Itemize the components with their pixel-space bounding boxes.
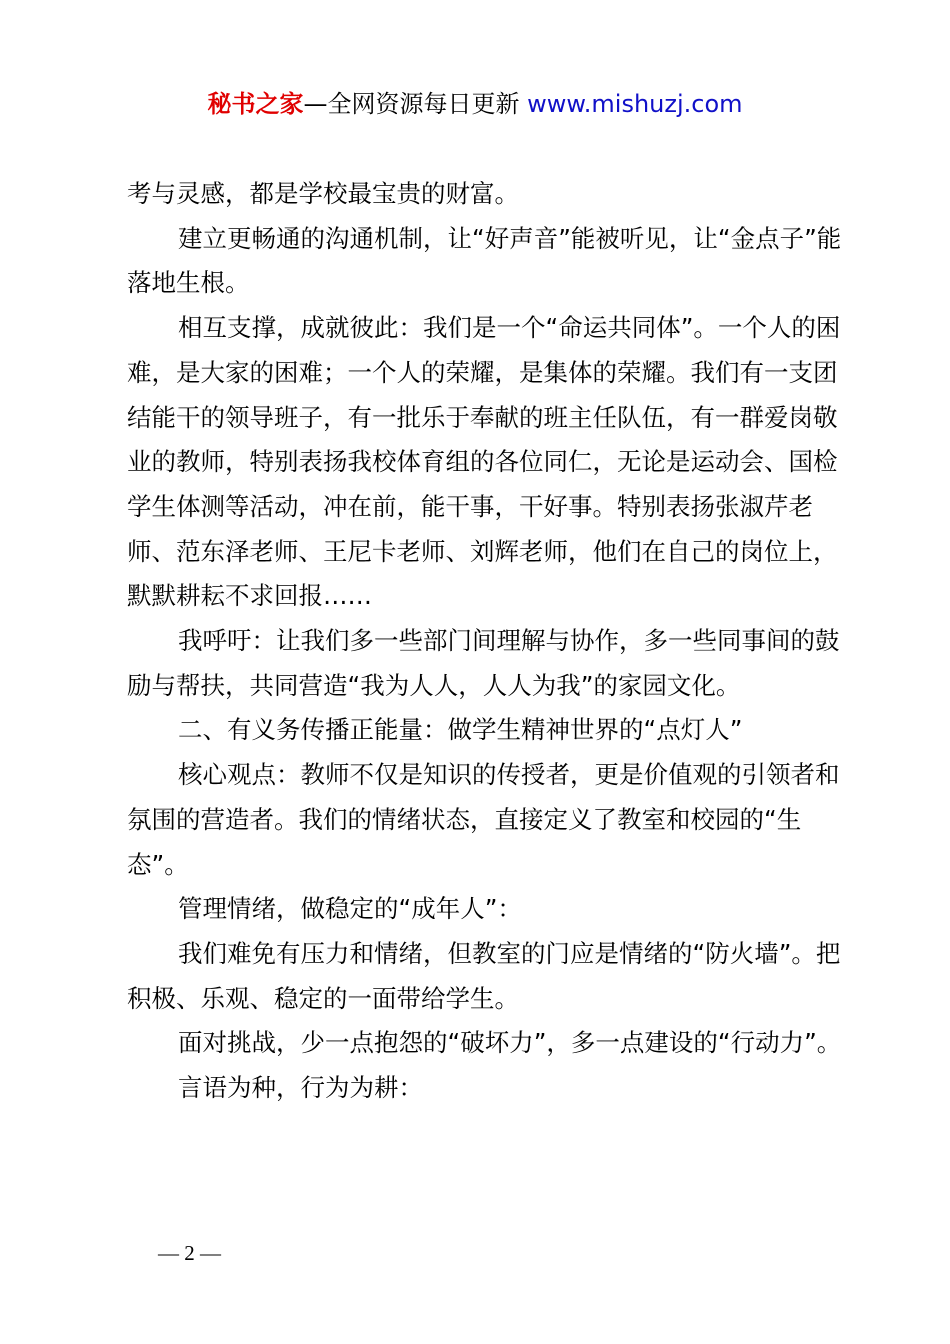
page-header [0, 86, 950, 122]
paragraph: 核心观点：教师不仅是知识的传授者，更是价值观的引领者和氛围的营造者。我们的情绪状态，直接定义了教室和校园的“生态”。 [127, 760, 840, 879]
paragraph: 我呼吁：让我们多一些部门间理解与协作，多一些同事间的鼓励与帮扶，共同营造“我为人人，人人为我”的家园文化。 [127, 626, 840, 700]
paragraph: 相互支撑，成就彼此：我们是一个“命运共同体”。一个人的困难，是大家的困难；一个人的荣耀，是集体的荣耀。我们有一支团结能干的领导班子，有一批乐于奉献的班主任队伍，有一群爱岗敬业的教师，特别表扬我校体育组的各位同仁，无论是运动会、国检学生体测等活动，冲在前，能干事，干好事。特别表扬张淑芹老师、范东泽老师、王尼卡老师、刘辉老师，他们在自己的岗位上，默默耕耘不求回报…… [127, 313, 841, 611]
paragraph: 管理情绪，做稳定的“成年人”： [178, 894, 522, 924]
paragraph: 面对挑战，少一点抱怨的“破坏力”，多一点建设的“行动力”。 [178, 1028, 842, 1058]
brand-name: 秘书之家 [207, 90, 304, 118]
page-number: — 2 — [158, 1241, 221, 1265]
paragraph: 建立更畅通的沟通机制，让“好声音”能被听见，让“金点子”能落地生根。 [127, 223, 842, 298]
paragraph: 言语为种，行为为耕： [178, 1073, 423, 1103]
document-body [127, 172, 857, 1111]
header-tagline: —全网资源每日更新 [303, 90, 520, 118]
paragraph: 我们难免有压力和情绪，但教室的门应是情绪的“防火墙”。把积极、乐观、稳定的一面带给学生。 [127, 938, 841, 1013]
section-heading: 二、有义务传播正能量：做学生精神世界的“点灯人” [178, 715, 743, 745]
header-url-link[interactable]: www.mishuzj.com [527, 90, 743, 118]
paragraph: 考与灵感，都是学校最宝贵的财富。 [127, 179, 519, 208]
